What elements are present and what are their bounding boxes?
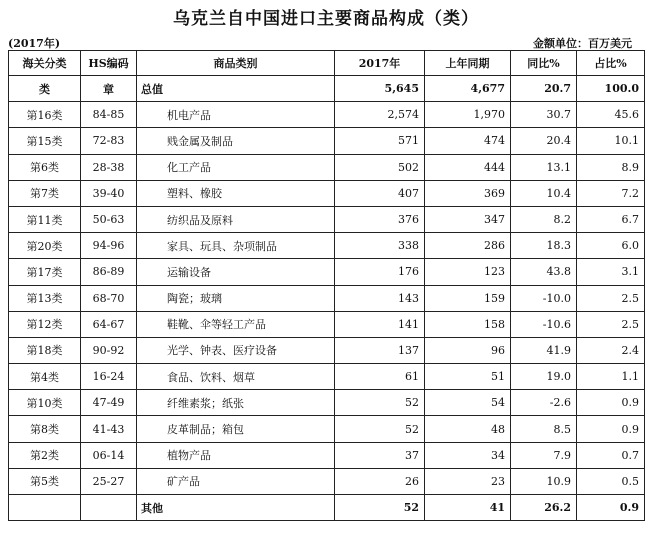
year-note: (2017年) (8, 37, 61, 50)
cell-share: 0.7 (577, 442, 645, 468)
cell-yoy: 30.7 (511, 102, 577, 128)
cell-class: 第8类 (9, 416, 81, 442)
cell-yoy: 18.3 (511, 233, 577, 259)
cell-class: 第13类 (9, 285, 81, 311)
table-row (9, 442, 645, 468)
cell-hs: 64-67 (81, 311, 137, 337)
cell-yoy: 10.9 (511, 468, 577, 494)
cell-share: 2.4 (577, 337, 645, 363)
cell-class: 第20类 (9, 233, 81, 259)
cell-yoy: 7.9 (511, 442, 577, 468)
cell-yoy: -2.6 (511, 390, 577, 416)
cell-share: 2.5 (577, 285, 645, 311)
cell-hs: 68-70 (81, 285, 137, 311)
cell-hs: 28-38 (81, 154, 137, 180)
cell-share: 7.2 (577, 180, 645, 206)
header-2017: 2017年 (335, 51, 425, 76)
table-header-row (9, 51, 645, 76)
cell-name: 贱金属及制品 (137, 128, 335, 154)
cell-name: 陶瓷；玻璃 (137, 285, 335, 311)
total-row (9, 76, 645, 102)
cell-class: 第4类 (9, 364, 81, 390)
cell-hs: 86-89 (81, 259, 137, 285)
cell-class: 第17类 (9, 259, 81, 285)
cell-share: 8.9 (577, 154, 645, 180)
total-yoy: 20.7 (511, 76, 577, 102)
cell-yoy: 43.8 (511, 259, 577, 285)
cell-name: 机电产品 (137, 102, 335, 128)
table-row (9, 154, 645, 180)
cell-hs: 84-85 (81, 102, 137, 128)
cell-share: 0.5 (577, 468, 645, 494)
total-class: 类 (9, 76, 81, 102)
cell-prev: 474 (425, 128, 511, 154)
cell-yoy: 19.0 (511, 364, 577, 390)
cell-v2017: 2,574 (335, 102, 425, 128)
cell-hs: 25-27 (81, 468, 137, 494)
cell-yoy: 20.4 (511, 128, 577, 154)
table-row (9, 390, 645, 416)
cell-name: 家具、玩具、杂项制品 (137, 233, 335, 259)
cell-class: 第11类 (9, 206, 81, 232)
header-share: 占比% (577, 51, 645, 76)
page-title: 乌克兰自中国进口主要商品构成（类） (173, 9, 479, 29)
cell-v2017: 338 (335, 233, 425, 259)
cell-prev: 158 (425, 311, 511, 337)
cell-v2017: 37 (335, 442, 425, 468)
cell-prev: 1,970 (425, 102, 511, 128)
cell-prev: 48 (425, 416, 511, 442)
table-row (9, 337, 645, 363)
table-row (9, 364, 645, 390)
unit-note: 金额单位：百万美元 (533, 37, 632, 50)
cell-v2017: 61 (335, 364, 425, 390)
cell-yoy: 8.5 (511, 416, 577, 442)
import-composition-table (8, 50, 645, 521)
header-yoy: 同比% (511, 51, 577, 76)
other-cell-yoy: 26.2 (511, 495, 577, 521)
cell-prev: 369 (425, 180, 511, 206)
cell-share: 1.1 (577, 364, 645, 390)
total-prev: 4,677 (425, 76, 511, 102)
cell-name: 鞋靴、伞等轻工产品 (137, 311, 335, 337)
cell-hs: 47-49 (81, 390, 137, 416)
cell-prev: 34 (425, 442, 511, 468)
cell-name: 皮革制品；箱包 (137, 416, 335, 442)
cell-class: 第5类 (9, 468, 81, 494)
cell-v2017: 137 (335, 337, 425, 363)
cell-share: 6.7 (577, 206, 645, 232)
cell-yoy: 13.1 (511, 154, 577, 180)
header-prev-year: 上年同期 (425, 51, 511, 76)
table-row (9, 259, 645, 285)
cell-name: 纤维素浆；纸张 (137, 390, 335, 416)
other-cell-name: 其他 (137, 495, 335, 521)
cell-prev: 54 (425, 390, 511, 416)
cell-prev: 96 (425, 337, 511, 363)
cell-yoy: 10.4 (511, 180, 577, 206)
table-row (9, 233, 645, 259)
cell-name: 食品、饮料、烟草 (137, 364, 335, 390)
cell-v2017: 407 (335, 180, 425, 206)
header-hs-code: HS编码 (81, 51, 137, 76)
cell-share: 6.0 (577, 233, 645, 259)
cell-v2017: 52 (335, 416, 425, 442)
total-name: 总值 (137, 76, 335, 102)
cell-v2017: 52 (335, 390, 425, 416)
cell-name: 矿产品 (137, 468, 335, 494)
cell-class: 第10类 (9, 390, 81, 416)
cell-class: 第6类 (9, 154, 81, 180)
cell-v2017: 143 (335, 285, 425, 311)
table-row (9, 416, 645, 442)
other-cell-v2017: 52 (335, 495, 425, 521)
cell-share: 10.1 (577, 128, 645, 154)
cell-name: 纺织品及原料 (137, 206, 335, 232)
table-row (9, 311, 645, 337)
cell-yoy: -10.6 (511, 311, 577, 337)
table-row (9, 102, 645, 128)
cell-share: 0.9 (577, 416, 645, 442)
cell-class: 第12类 (9, 311, 81, 337)
cell-name: 塑料、橡胶 (137, 180, 335, 206)
cell-class: 第16类 (9, 102, 81, 128)
cell-share: 0.9 (577, 390, 645, 416)
other-cell-share: 0.9 (577, 495, 645, 521)
cell-hs: 16-24 (81, 364, 137, 390)
cell-prev: 286 (425, 233, 511, 259)
header-category: 商品类别 (137, 51, 335, 76)
cell-hs: 94-96 (81, 233, 137, 259)
total-share: 100.0 (577, 76, 645, 102)
cell-prev: 123 (425, 259, 511, 285)
cell-share: 3.1 (577, 259, 645, 285)
cell-v2017: 502 (335, 154, 425, 180)
other-row (9, 495, 645, 521)
other-cell-hs (81, 495, 137, 521)
cell-prev: 51 (425, 364, 511, 390)
cell-v2017: 26 (335, 468, 425, 494)
cell-class: 第2类 (9, 442, 81, 468)
cell-prev: 23 (425, 468, 511, 494)
cell-hs: 72-83 (81, 128, 137, 154)
cell-prev: 159 (425, 285, 511, 311)
cell-class: 第7类 (9, 180, 81, 206)
header-customs-class: 海关分类 (9, 51, 81, 76)
table-row (9, 128, 645, 154)
cell-name: 植物产品 (137, 442, 335, 468)
cell-v2017: 571 (335, 128, 425, 154)
cell-hs: 06-14 (81, 442, 137, 468)
table-row (9, 285, 645, 311)
other-cell-prev: 41 (425, 495, 511, 521)
cell-class: 第18类 (9, 337, 81, 363)
cell-hs: 50-63 (81, 206, 137, 232)
cell-v2017: 141 (335, 311, 425, 337)
cell-name: 光学、钟表、医疗设备 (137, 337, 335, 363)
total-2017: 5,645 (335, 76, 425, 102)
total-hs: 章 (81, 76, 137, 102)
cell-yoy: -10.0 (511, 285, 577, 311)
cell-yoy: 8.2 (511, 206, 577, 232)
cell-prev: 347 (425, 206, 511, 232)
cell-share: 45.6 (577, 102, 645, 128)
table-row (9, 206, 645, 232)
cell-share: 2.5 (577, 311, 645, 337)
cell-class: 第15类 (9, 128, 81, 154)
cell-name: 化工产品 (137, 154, 335, 180)
cell-v2017: 376 (335, 206, 425, 232)
cell-name: 运输设备 (137, 259, 335, 285)
cell-hs: 39-40 (81, 180, 137, 206)
cell-hs: 90-92 (81, 337, 137, 363)
cell-yoy: 41.9 (511, 337, 577, 363)
table-row (9, 468, 645, 494)
cell-prev: 444 (425, 154, 511, 180)
cell-v2017: 176 (335, 259, 425, 285)
other-cell-class (9, 495, 81, 521)
table-row (9, 180, 645, 206)
cell-hs: 41-43 (81, 416, 137, 442)
